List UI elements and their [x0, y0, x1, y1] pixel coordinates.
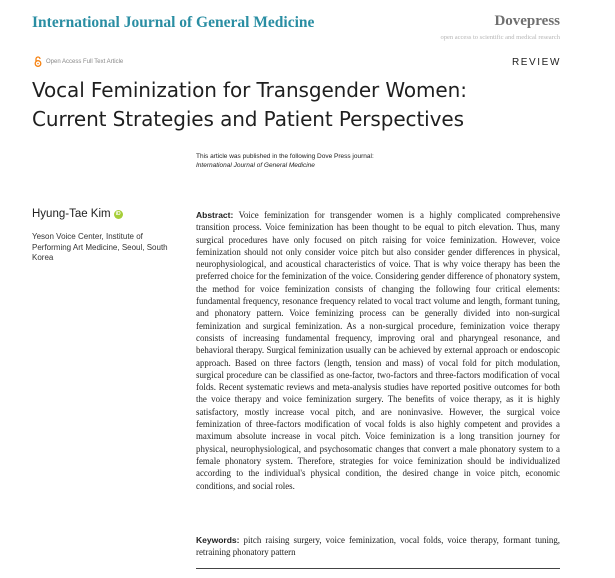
abstract-label: Abstract: — [196, 210, 234, 220]
publisher-tagline: open access to scientific and medical research — [440, 34, 560, 41]
keywords-text: pitch raising surgery, voice feminization, vocal folds, voice therapy, formant tuning, retraining phonatory pattern — [196, 535, 560, 558]
publication-note — [196, 152, 374, 170]
article-title-line-1: Vocal Feminization for Transgender Women: — [32, 78, 467, 102]
publication-journal-link[interactable]: International Journal of General Medicine — [196, 162, 315, 169]
open-access-notice — [34, 56, 123, 67]
publisher-logo: Dovepress — [494, 13, 560, 29]
divider — [196, 568, 560, 569]
article-title — [32, 76, 572, 134]
abstract-text: Voice feminization for transgender women is a highly complicated comprehensive transition process. Voice feminization has been thought to be equal to pitch elevation. Thus, many surgical procedures have only focused on pitch raising for voice feminization. However, voice feminization should not only consider voice pitch but also consider gender differences in physical, neurophysiological, and acoustical characteristics of voice. That is why voice therapy has been the preferred choice for the feminization of the voice. Considering gender difference of phonatory system, the method for voice feminization consists of changing the following four critical elements: fundamental frequency, resonance frequency related to vocal tract volume and length, formant tuning, and phonatory pattern. Voice feminizing process can be generally divided into non-surgical feminization and surgical feminization. As a non-surgical procedure, feminization voice therapy consists of increasing fundamental frequency, improving oral and pharyngeal resonance, and behavioral therapy. Surgical feminization usually can be achieved by external approach or endoscopic approach. Based on three factors (length, tension and mass) of vocal fold for pitch modulation, surgical procedure can be classified as one-factor, two-factors and three-factors modification of vocal folds. Recent systematic reviews and meta-analysis studies have reported positive outcomes for both the voice therapy and voice feminization surgery. The benefits of voice therapy, as it is highly satisfactory, mostly increase vocal pitch, and are noninvasive. However, the surgical voice feminization of three-factors modification of vocal folds is also highly competent and provides a maximum absolute increase in vocal pitch. Voice feminization is a long transition journey for physical, neurophysiological, and psychosomatic changes that convert a male phonatory system to a female phonatory system. Therefore, strategies for voice feminization should be individualized according to the individual's physical condition, the desired change in voice pitch, economic conditions, and social roles. — [196, 210, 561, 491]
author — [32, 208, 123, 220]
article-type: REVIEW — [511, 57, 561, 68]
abstract — [196, 209, 560, 492]
publication-note-text: This article was published in the following Dove Press journal: — [196, 153, 374, 160]
orcid-icon[interactable]: iD — [115, 210, 121, 217]
author-affiliation: Yeson Voice Center, Institute of Performing Art Medicine, Seoul, South Korea — [32, 232, 168, 262]
open-lock-icon — [34, 56, 42, 67]
keywords-label: Keywords: — [196, 535, 240, 545]
author-name[interactable]: Hyung-Tae Kim — [32, 208, 111, 220]
open-access-label: Open Access Full Text Article — [46, 58, 124, 65]
journal-title: International Journal of General Medicine — [32, 14, 315, 31]
article-title-line-2: Current Strategies and Patient Perspectives — [32, 107, 464, 131]
keywords — [196, 534, 560, 559]
